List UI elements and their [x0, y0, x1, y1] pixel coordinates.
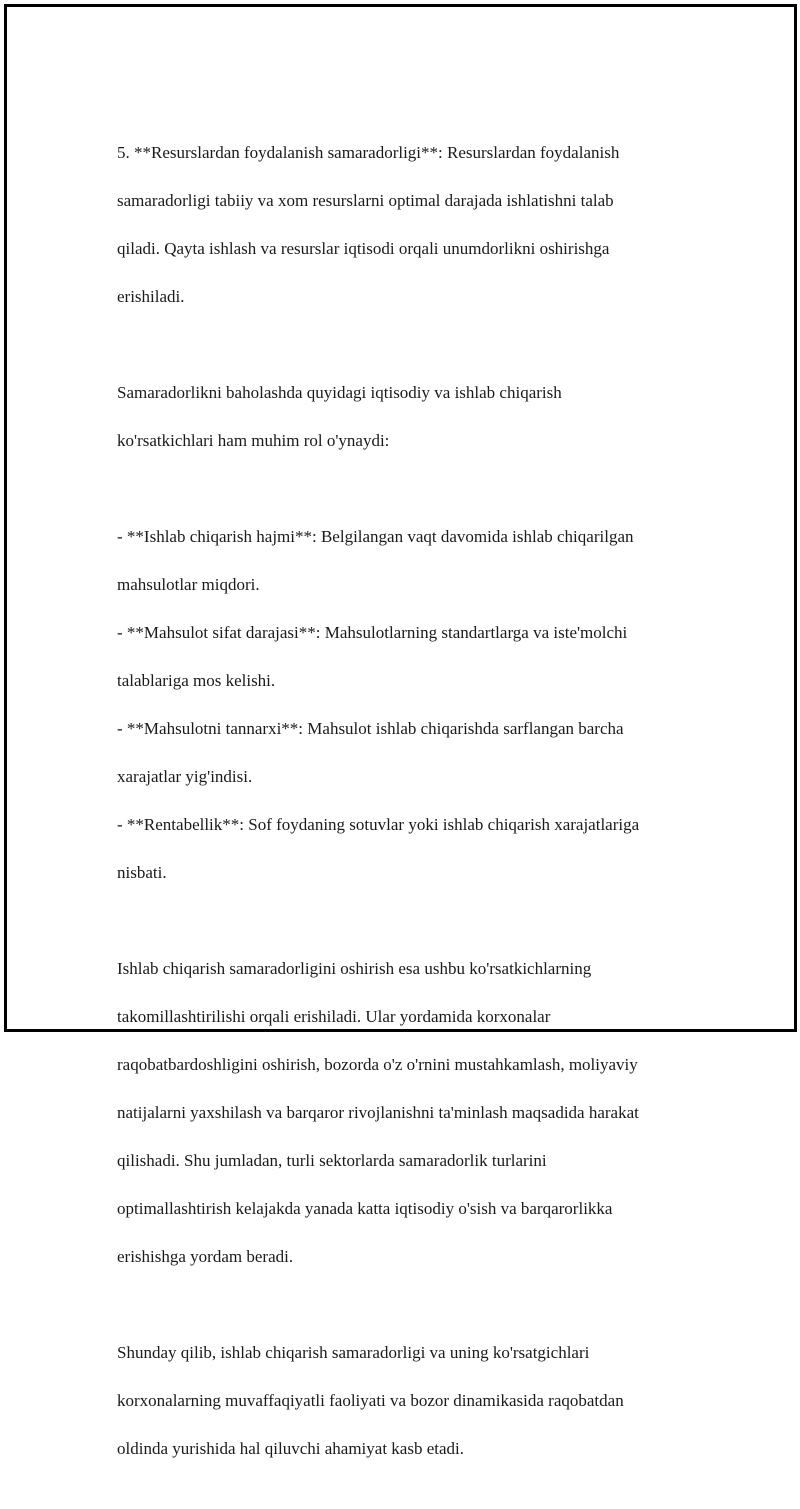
text-line: - **Mahsulot sifat darajasi**: Mahsulotlarning standartlarga va iste'molchi — [117, 623, 628, 642]
text-line: ko'rsatkichlari ham muhim rol o'ynaydi: — [117, 431, 390, 450]
text-line: mahsulotlar miqdori. — [117, 575, 260, 594]
paragraph-conclusion — [117, 1317, 687, 1485]
text-line: xarajatlar yig'indisi. — [117, 767, 253, 786]
text-line: Samaradorlikni baholashda quyidagi iqtisodiy va ishlab chiqarish — [117, 383, 562, 402]
text-line: nisbati. — [117, 863, 167, 882]
text-line: qilishadi. Shu jumladan, turli sektorlarda samaradorlik turlarini — [117, 1151, 547, 1170]
text-line: - **Ishlab chiqarish hajmi**: Belgilangan vaqt davomida ishlab chiqarilgan — [117, 527, 634, 546]
paragraph-resource-efficiency — [117, 117, 687, 333]
text-line: qiladi. Qayta ishlash va resurslar iqtisodi orqali unumdorlikni oshirishga — [117, 239, 610, 258]
text-line: - **Mahsulotni tannarxi**: Mahsulot ishlab chiqarishda sarflangan barcha — [117, 719, 624, 738]
text-line: takomillashtirilishi orqali erishiladi. Ular yordamida korxonalar — [117, 1007, 551, 1026]
paragraph-indicators-intro — [117, 357, 687, 477]
text-line: optimallashtirish kelajakda yanada katta iqtisodiy o'sish va barqarorlikka — [117, 1199, 613, 1218]
paragraph-efficiency-improvement — [117, 933, 687, 1293]
text-line: erishiladi. — [117, 287, 185, 306]
text-line: oldinda yurishida hal qiluvchi ahamiyat kasb etadi. — [117, 1439, 464, 1458]
text-line: korxonalarning muvaffaqiyatli faoliyati va bozor dinamikasida raqobatdan — [117, 1391, 624, 1410]
text-line: talablariga mos kelishi. — [117, 671, 276, 690]
document-body — [117, 117, 687, 1509]
text-line: 5. **Resurslardan foydalanish samaradorligi**: Resurslardan foydalanish — [117, 143, 620, 162]
text-line: Ishlab chiqarish samaradorligini oshirish esa ushbu ko'rsatkichlarning — [117, 959, 592, 978]
paragraph-indicators-list — [117, 501, 687, 909]
text-line: samaradorligi tabiiy va xom resurslarni optimal darajada ishlatishni talab — [117, 191, 614, 210]
text-line: Shunday qilib, ishlab chiqarish samaradorligi va uning ko'rsatgichlari — [117, 1343, 590, 1362]
text-line: natijalarni yaxshilash va barqaror rivojlanishni ta'minlash maqsadida harakat — [117, 1103, 639, 1122]
text-line: erishishga yordam beradi. — [117, 1247, 294, 1266]
text-line: - **Rentabellik**: Sof foydaning sotuvlar yoki ishlab chiqarish xarajatlariga — [117, 815, 640, 834]
text-line: raqobatbardoshligini oshirish, bozorda o'z o'rnini mustahkamlash, moliyaviy — [117, 1055, 638, 1074]
